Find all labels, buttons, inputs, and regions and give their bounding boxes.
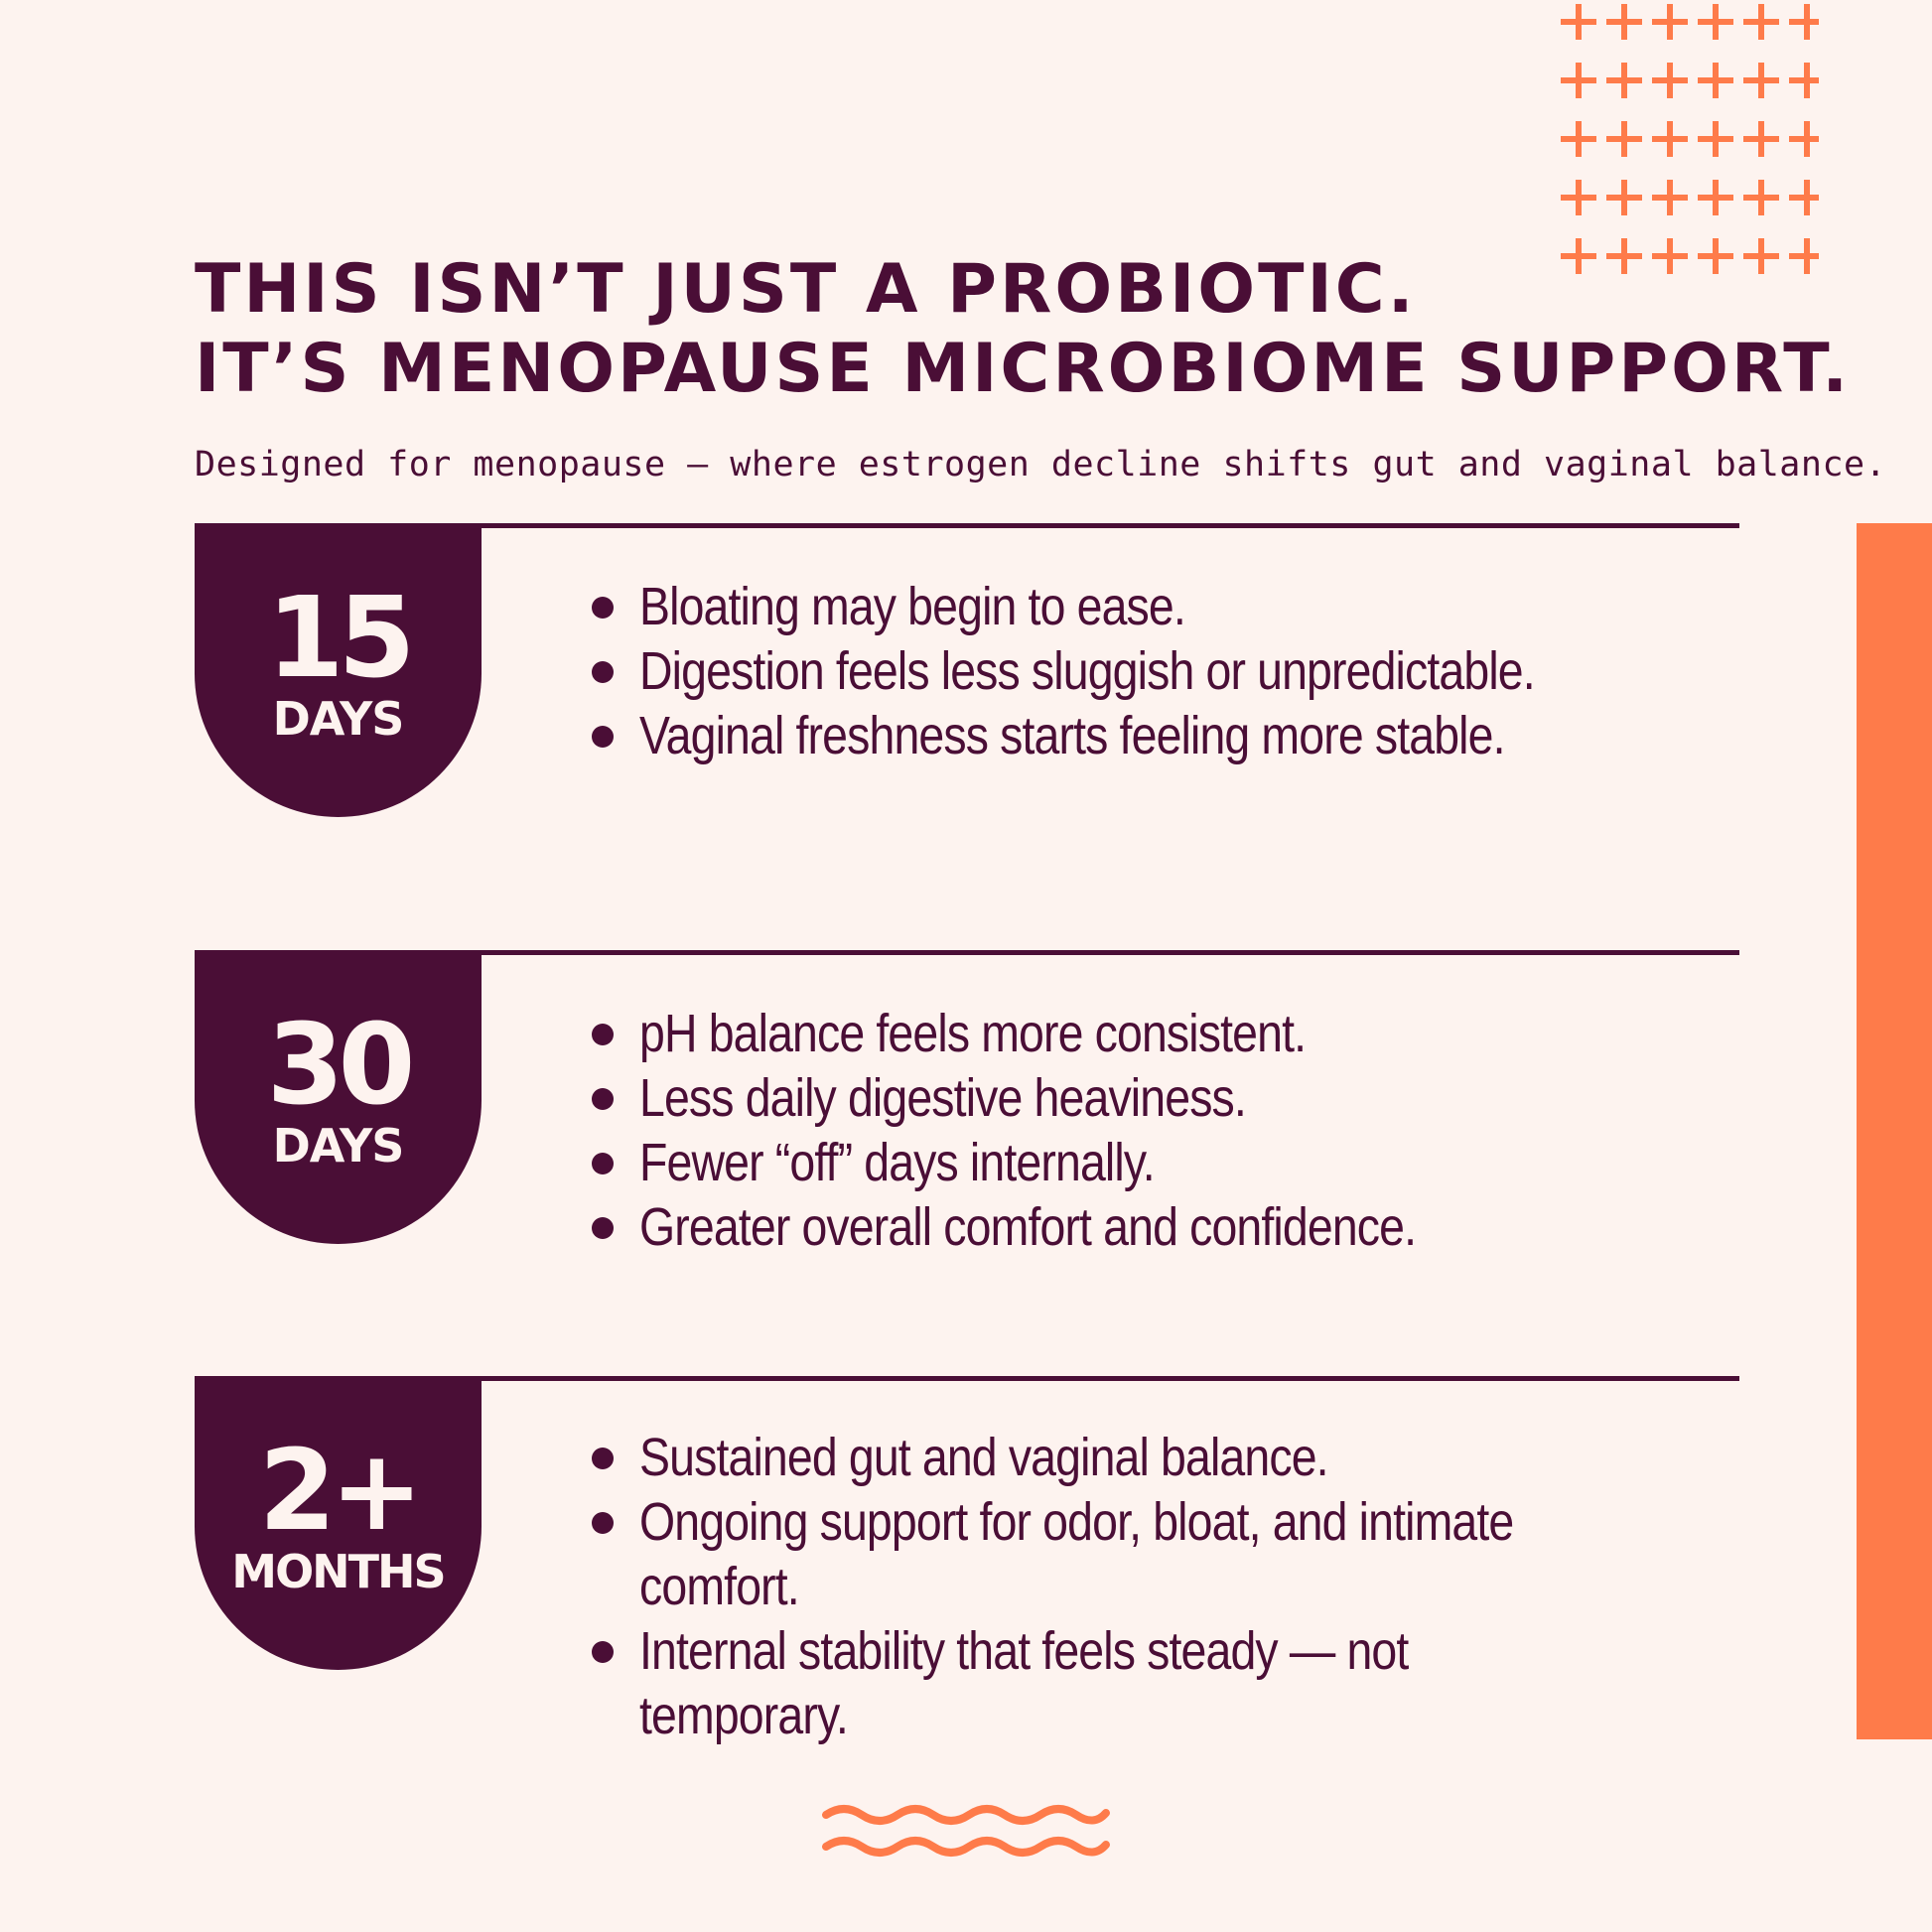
benefit-item: Sustained gut and vaginal balance.: [592, 1426, 1714, 1490]
badge-unit: DAYS: [272, 1119, 404, 1173]
section-divider: [478, 523, 1739, 528]
timeline-section-30-days: [195, 950, 1739, 1327]
plus-icon: [1564, 124, 1593, 154]
plus-icon: [1609, 124, 1639, 154]
plus-icon: [1564, 66, 1593, 95]
plus-icon: [1746, 7, 1776, 37]
benefit-item: Greater overall comfort and confidence.: [592, 1195, 1714, 1260]
benefit-item: Fewer “off” days internally.: [592, 1131, 1714, 1195]
headline-line-1: THIS ISN’T JUST A PROBIOTIC.: [195, 250, 1417, 329]
bullet-icon: [592, 1217, 614, 1239]
plus-icon: [1746, 124, 1776, 154]
benefit-item: pH balance feels more consistent.: [592, 1002, 1714, 1066]
plus-icon: [1701, 7, 1730, 37]
plus-icon: [1655, 7, 1685, 37]
headline: [195, 250, 1852, 409]
headline-line-2: IT’S MENOPAUSE MICROBIOME SUPPORT.: [195, 330, 1852, 408]
benefit-item: Internal stability that feels steady — not temporary.: [592, 1619, 1714, 1748]
timeline-section-15-days: [195, 523, 1739, 900]
plus-icon: [1609, 183, 1639, 212]
bullet-icon: [592, 1512, 614, 1534]
bullet-icon: [592, 1448, 614, 1469]
time-badge: [195, 523, 482, 817]
benefit-item: Vaginal freshness starts feeling more stable.: [592, 704, 1714, 768]
plus-icon: [1609, 7, 1639, 37]
bullet-icon: [592, 726, 614, 748]
plus-icon: [1701, 66, 1730, 95]
bullet-icon: [592, 597, 614, 619]
plus-icon: [1746, 66, 1776, 95]
bullet-icon: [592, 1088, 614, 1110]
benefit-list: [592, 575, 1714, 768]
benefit-item: Digestion feels less sluggish or unpredictable.: [592, 639, 1714, 704]
badge-number: 2+: [258, 1427, 418, 1556]
plus-icon: [1701, 124, 1730, 154]
plus-icon: [1792, 66, 1819, 95]
plus-icon: [1792, 7, 1819, 37]
time-badge: [195, 950, 482, 1244]
plus-icon: [1792, 183, 1819, 212]
wave-icon: [822, 1803, 1110, 1861]
bullet-icon: [592, 1153, 614, 1174]
plus-icon: [1746, 183, 1776, 212]
benefit-list: [592, 1426, 1714, 1748]
section-divider: [478, 1376, 1739, 1381]
plus-icon: [1701, 183, 1730, 212]
subtitle: Designed for menopause — where estrogen decline shifts gut and vaginal balance.: [195, 445, 1887, 484]
plus-icon: [1609, 66, 1639, 95]
badge-number: 30: [266, 1001, 410, 1130]
plus-icon: [1655, 124, 1685, 154]
plus-icon: [1564, 183, 1593, 212]
plus-icon: [1655, 183, 1685, 212]
plus-icon: [1655, 66, 1685, 95]
benefit-item: Ongoing support for odor, bloat, and intimate comfort.: [592, 1490, 1714, 1619]
section-divider: [478, 950, 1739, 955]
plus-icon: [1792, 124, 1819, 154]
plus-grid-icon: [1557, 0, 1819, 288]
benefit-item: Less daily digestive heaviness.: [592, 1066, 1714, 1131]
benefit-list: [592, 1002, 1714, 1260]
bullet-icon: [592, 1024, 614, 1045]
timeline-section-2-months: [195, 1376, 1739, 1753]
accent-bar: [1857, 523, 1932, 1739]
bullet-icon: [592, 661, 614, 683]
time-badge: [195, 1376, 482, 1670]
benefit-item: Bloating may begin to ease.: [592, 575, 1714, 639]
badge-unit: MONTHS: [231, 1545, 445, 1598]
plus-icon: [1564, 7, 1593, 37]
bullet-icon: [592, 1641, 614, 1663]
badge-number: 15: [266, 574, 410, 703]
badge-unit: DAYS: [272, 692, 404, 746]
